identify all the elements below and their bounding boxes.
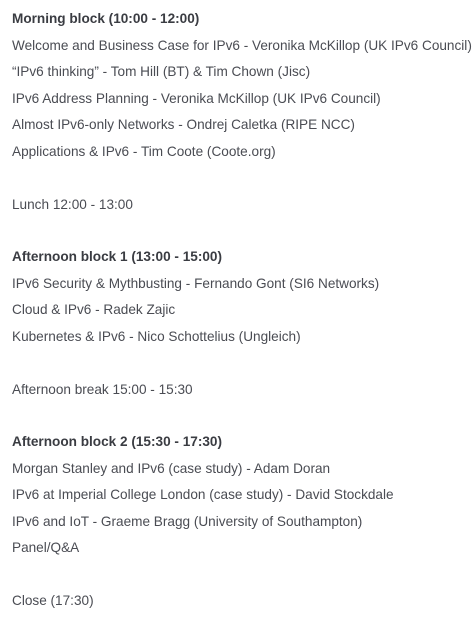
afternoon2-session-2: IPv6 at Imperial College London (case study) - David Stockdale — [12, 487, 394, 502]
afternoon-block-1-heading: Afternoon block 1 (13:00 - 15:00) — [12, 249, 222, 264]
afternoon1-session-3: Kubernetes & IPv6 - Nico Schottelius (Ungleich) — [12, 329, 301, 344]
morning-session-4: Almost IPv6-only Networks - Ondrej Caletka (RIPE NCC) — [12, 117, 355, 132]
morning-session-2: “IPv6 thinking” - Tom Hill (BT) & Tim Chown (Jisc) — [12, 64, 311, 79]
lunch-line: Lunch 12:00 - 13:00 — [12, 197, 133, 212]
afternoon1-session-1: IPv6 Security & Mythbusting - Fernando Gont (SI6 Networks) — [12, 276, 380, 291]
afternoon1-session-2: Cloud & IPv6 - Radek Zajic — [12, 302, 176, 317]
afternoon2-session-4: Panel/Q&A — [12, 540, 80, 555]
afternoon-block-2-heading: Afternoon block 2 (15:30 - 17:30) — [12, 434, 222, 449]
close-line: Close (17:30) — [12, 593, 94, 608]
morning-session-5: Applications & IPv6 - Tim Coote (Coote.org) — [12, 144, 276, 159]
afternoon2-session-1: Morgan Stanley and IPv6 (case study) - Adam Doran — [12, 461, 331, 476]
morning-session-1: Welcome and Business Case for IPv6 - Veronika McKillop (UK IPv6 Council) — [12, 38, 472, 53]
morning-block-heading: Morning block (10:00 - 12:00) — [12, 11, 200, 26]
break-line: Afternoon break 15:00 - 15:30 — [12, 382, 193, 397]
morning-session-3: IPv6 Address Planning - Veronika McKillop (UK IPv6 Council) — [12, 91, 381, 106]
afternoon2-session-3: IPv6 and IoT - Graeme Bragg (University of Southampton) — [12, 514, 363, 529]
